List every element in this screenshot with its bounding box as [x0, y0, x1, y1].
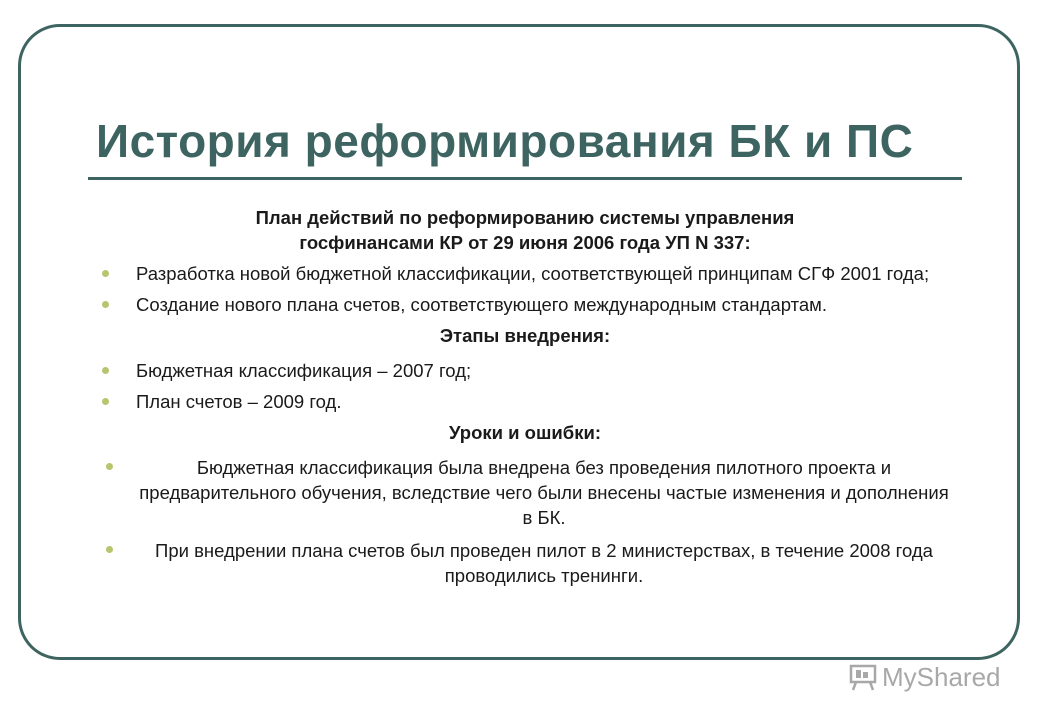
plan-heading-line2: госфинансами КР от 29 июня 2006 года УП N 337: [299, 232, 751, 253]
bullet-icon [102, 367, 109, 374]
watermark-text: MyShared [882, 661, 1001, 692]
bullet-icon [102, 270, 109, 277]
list-item [96, 389, 954, 414]
lessons-heading: Уроки и ошибки: [448, 422, 601, 443]
presentation-board-icon [848, 662, 878, 692]
list-item-text: Бюджетная классификация была внедрена без проведения пилотного проекта и предварительного обучения, вследствие чего были внесены частые изменения и дополнения в БК. [139, 457, 949, 528]
plan-heading-line1: План действий по реформированию системы управления [255, 207, 795, 228]
slide-content [96, 205, 954, 596]
list-item-text: При внедрении плана счетов был проведен пилот в 2 министерствах, в течение 2008 года проводились тренинги. [155, 540, 933, 586]
bullet-icon [102, 398, 109, 405]
stages-heading: Этапы внедрения: [439, 325, 611, 346]
bullet-icon [106, 546, 113, 553]
bullet-icon [102, 301, 109, 308]
title-underline [88, 177, 962, 180]
list-item [96, 538, 954, 588]
watermark [848, 660, 1001, 694]
list-item-text: План счетов – 2009 год. [136, 391, 342, 412]
slide-title: История реформирования БК и ПС [96, 115, 914, 167]
list-item [96, 261, 954, 286]
list-item [96, 292, 954, 317]
list-item [96, 455, 954, 530]
list-item-text: Бюджетная классификация – 2007 год; [136, 360, 472, 381]
list-item-text: Разработка новой бюджетной классификации, соответствующей принципам СГФ 2001 года; [136, 263, 930, 284]
bullet-icon [106, 463, 113, 470]
list-item-text: Создание нового плана счетов, соответствующего международным стандартам. [136, 294, 827, 315]
list-item [96, 358, 954, 383]
